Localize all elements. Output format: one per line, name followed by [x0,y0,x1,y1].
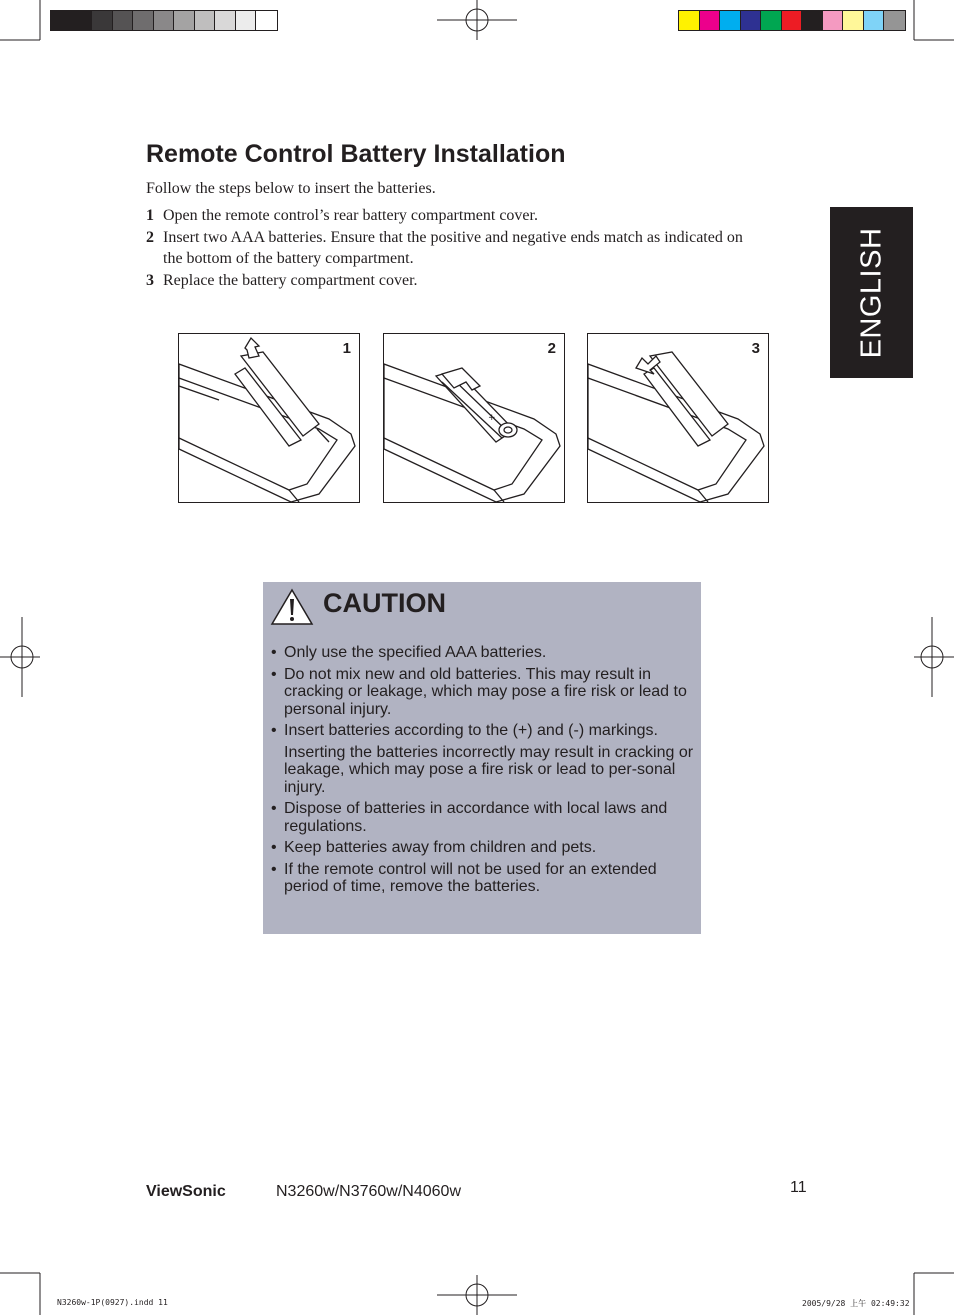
color-swatch [700,11,721,30]
bullet: • [271,800,277,817]
process-color-bar [678,10,906,31]
installation-steps [146,205,766,291]
slug-timestamp: 2005/9/28 上午 02:49:32 [802,1299,910,1308]
figure-number: 2 [547,340,556,357]
caution-item-text: Do not mix new and old batteries. This may result in cracking or leakage, which may pose a fire risk or lead to personal injury. [284,665,687,718]
color-swatch [823,11,844,30]
remote-open-cover-illustration [179,334,360,503]
figure-number: 1 [342,340,351,357]
caution-item [271,644,699,662]
color-swatch [679,11,700,30]
color-swatch [864,11,885,30]
slug-file-info: N3260w-1P(0927).indd 11 [57,1298,168,1307]
bullet: • [271,644,277,661]
color-swatch [174,11,195,30]
remote-replace-cover-illustration [588,334,769,503]
step-text: Replace the battery compartment cover. [163,271,418,289]
color-swatch [154,11,175,30]
bullet: • [271,860,277,878]
color-swatch [843,11,864,30]
color-swatch [761,11,782,30]
caution-item-text: Insert batteries according to the (+) and (-) markings. [284,722,658,739]
caution-item-text: If the remote control will not be used for an extended period of time, remove the batteries. [284,860,657,895]
language-tab-label: ENGLISH [855,227,887,358]
figure-open-cover [178,333,360,503]
caution-item-text: Only use the specified AAA batteries. [284,644,547,661]
step-item [146,270,766,292]
step-item [146,205,766,227]
page-title: Remote Control Battery Installation [146,140,566,168]
page-number: 11 [790,1179,807,1196]
color-swatch [51,11,72,30]
step-text: Insert two AAA batteries. Ensure that the positive and negative ends match as indicated on the bottom of the battery compartment. [163,228,743,267]
caution-item [271,839,699,857]
caution-item [271,800,699,835]
color-swatch [113,11,134,30]
caution-item-extra-text: Inserting the batteries incorrectly may result in cracking or leakage, which may pose a fire risk or lead to per-sonal injury. [284,743,694,796]
color-swatch [215,11,236,30]
caution-item-text: Keep batteries away from children and pets. [284,839,597,856]
bullet: • [271,839,277,856]
step-number: 3 [146,271,154,289]
color-swatch [92,11,113,30]
svg-text:+: + [488,413,496,423]
step-number: 2 [146,228,154,246]
color-swatch [782,11,803,30]
color-swatch [741,11,762,30]
color-swatch [720,11,741,30]
bullet: • [271,722,277,739]
intro-text: Follow the steps below to insert the batteries. [146,180,436,197]
color-swatch [133,11,154,30]
caution-list [271,644,699,900]
caution-item [271,722,699,796]
figure-insert-batteries [383,333,565,503]
caution-item [271,861,699,896]
grayscale-color-bar [50,10,278,31]
step-item [146,227,766,270]
caution-item [271,666,699,719]
warning-triangle-icon [270,588,314,626]
color-swatch [236,11,257,30]
caution-box [263,582,701,934]
step-number: 1 [146,207,154,224]
color-swatch [72,11,93,30]
figure-number: 3 [751,340,760,357]
caution-title: CAUTION [323,588,446,618]
step-text: Open the remote control’s rear battery compartment cover. [163,207,538,224]
color-swatch [802,11,823,30]
color-swatch [256,11,277,30]
color-swatch [884,11,905,30]
remote-insert-batteries-illustration [384,334,565,503]
figure-replace-cover [587,333,769,503]
footer-model: N3260w/N3760w/N4060w [276,1183,461,1200]
language-tab [830,207,913,378]
bullet: • [271,665,277,683]
footer-brand: ViewSonic [146,1183,226,1200]
color-swatch [195,11,216,30]
caution-item-text: Dispose of batteries in accordance with local laws and regulations. [284,800,668,835]
